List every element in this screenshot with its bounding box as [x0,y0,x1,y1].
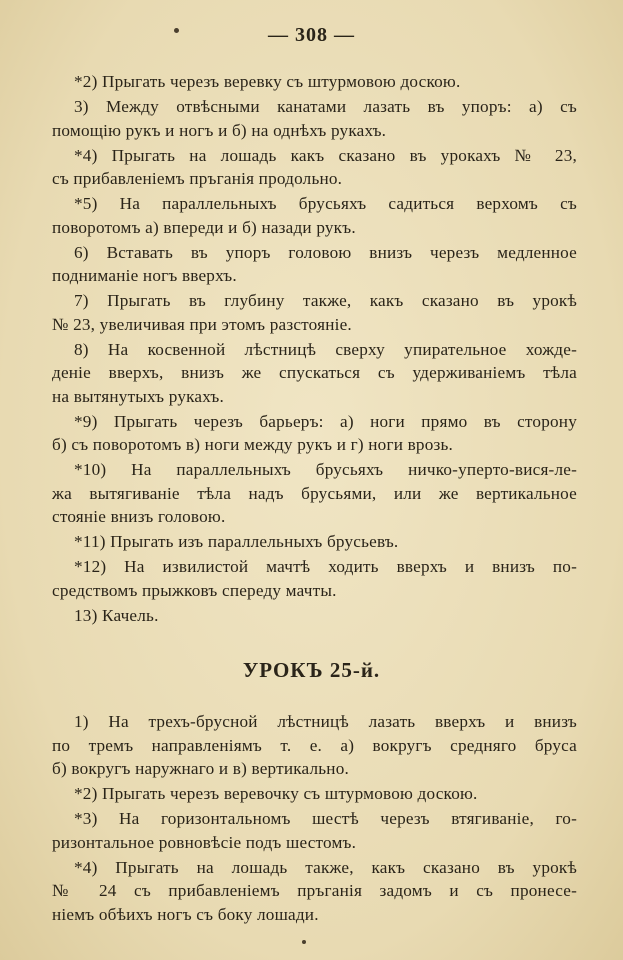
exercise-item [52,289,577,336]
text-line: *9) Прыгать черезъ барьеръ: а) ноги прямо въ сторону [74,411,577,431]
text-line: 13) Качель. [74,605,159,625]
exercise-item [52,710,577,781]
text-line: подниманіе ногъ вверхъ. [52,266,237,285]
text-line: *2) Прыгать черезъ веревку съ штурмовою доскою. [74,72,461,91]
page-number: — 308 — [268,24,355,46]
exercise-item [52,144,577,191]
exercise-list-lesson-24 [52,70,577,629]
text-line: ризонтальное ровновѣсіе подъ шестомъ. [52,832,357,852]
text-line: *4) Прыгать на лошадь какъ сказано въ урокахъ № 23, [74,145,577,165]
exercise-item [52,241,577,288]
text-line: 7) Прыгать въ глубину также, какъ сказано въ урокѣ [74,291,577,310]
text-line: 6) Вставать въ упоръ головою внизъ черезъ медленное [74,242,577,262]
exercise-item [52,410,577,457]
exercise-item [52,604,577,628]
text-line: съ прибавленіемъ пръганія продольно. [52,169,343,188]
text-line: 3) Между отвѣсными канатами лазать въ упоръ: а) съ [74,97,577,116]
exercise-item [52,338,577,409]
text-line: *5) На параллельныхъ брусьяхъ садиться верхомъ съ [74,194,577,213]
exercise-item [52,95,577,142]
lesson-heading: УРОКЪ 25-й. [242,658,381,682]
exercise-item [52,70,577,94]
text-line: на вытянутыхъ рукахъ. [52,386,224,406]
text-line: поворотомъ а) впереди и б) назади рукъ. [52,217,356,237]
exercise-item [52,807,577,854]
exercise-item [52,856,577,927]
text-line: средствомъ прыжковъ спереду мачты. [52,580,337,600]
text-line: *3) На горизонтальномъ шестѣ черезъ втягиваніе, го- [74,809,577,828]
text-line: № 24 съ прибавленіемъ пръганія задомъ и съ пронесе- [52,881,577,900]
text-line: деніе вверхъ, внизъ же спускаться съ удерживаніемъ тѣла [52,363,577,382]
text-line: 1) На трехъ-брусной лѣстницѣ лазать вверхъ и внизъ [74,712,577,731]
exercise-item [52,192,577,239]
text-line: по тремъ направленіямъ т. е. а) вокругъ средняго бруса [52,735,577,755]
ink-speck [302,940,306,944]
exercise-item [52,458,577,529]
text-line: *10) На параллельныхъ брусьяхъ ничко-уперто-вися-ле- [74,460,577,479]
text-line: стояніе внизъ головою. [52,507,226,526]
exercise-item [52,555,577,602]
text-line: б) вокругъ наружнаго и в) вертикально. [52,759,349,778]
text-line: 8) На косвенной лѣстницѣ сверху упирательное хожде- [74,339,577,359]
text-line: *12) На извилистой мачтѣ ходить вверхъ и внизъ по- [74,557,577,576]
text-line: № 23, увеличивая при этомъ разстояніе. [52,314,352,334]
text-line: *4) Прыгать на лошадь также, какъ сказано въ урокѣ [74,857,577,877]
text-line: *11) Прыгать изъ параллельныхъ брусьевъ. [74,532,399,551]
text-line: ніемъ обѣихъ ногъ съ боку лошади. [52,904,319,924]
exercise-list-lesson-25 [52,710,577,928]
ink-speck [174,28,179,33]
text-line: *2) Прыгать черезъ веревочку съ штурмовою доскою. [74,784,478,803]
text-line: жа вытягиванiе тѣла надъ брусьями, или же вертикальное [52,483,577,503]
text-line: помощію рукъ и ногъ и б) на однѣхъ рукахъ. [52,120,387,140]
exercise-item [52,530,577,554]
exercise-item [52,782,577,806]
text-line: б) съ поворотомъ в) ноги между рукъ и г) ноги врозь. [52,435,454,454]
